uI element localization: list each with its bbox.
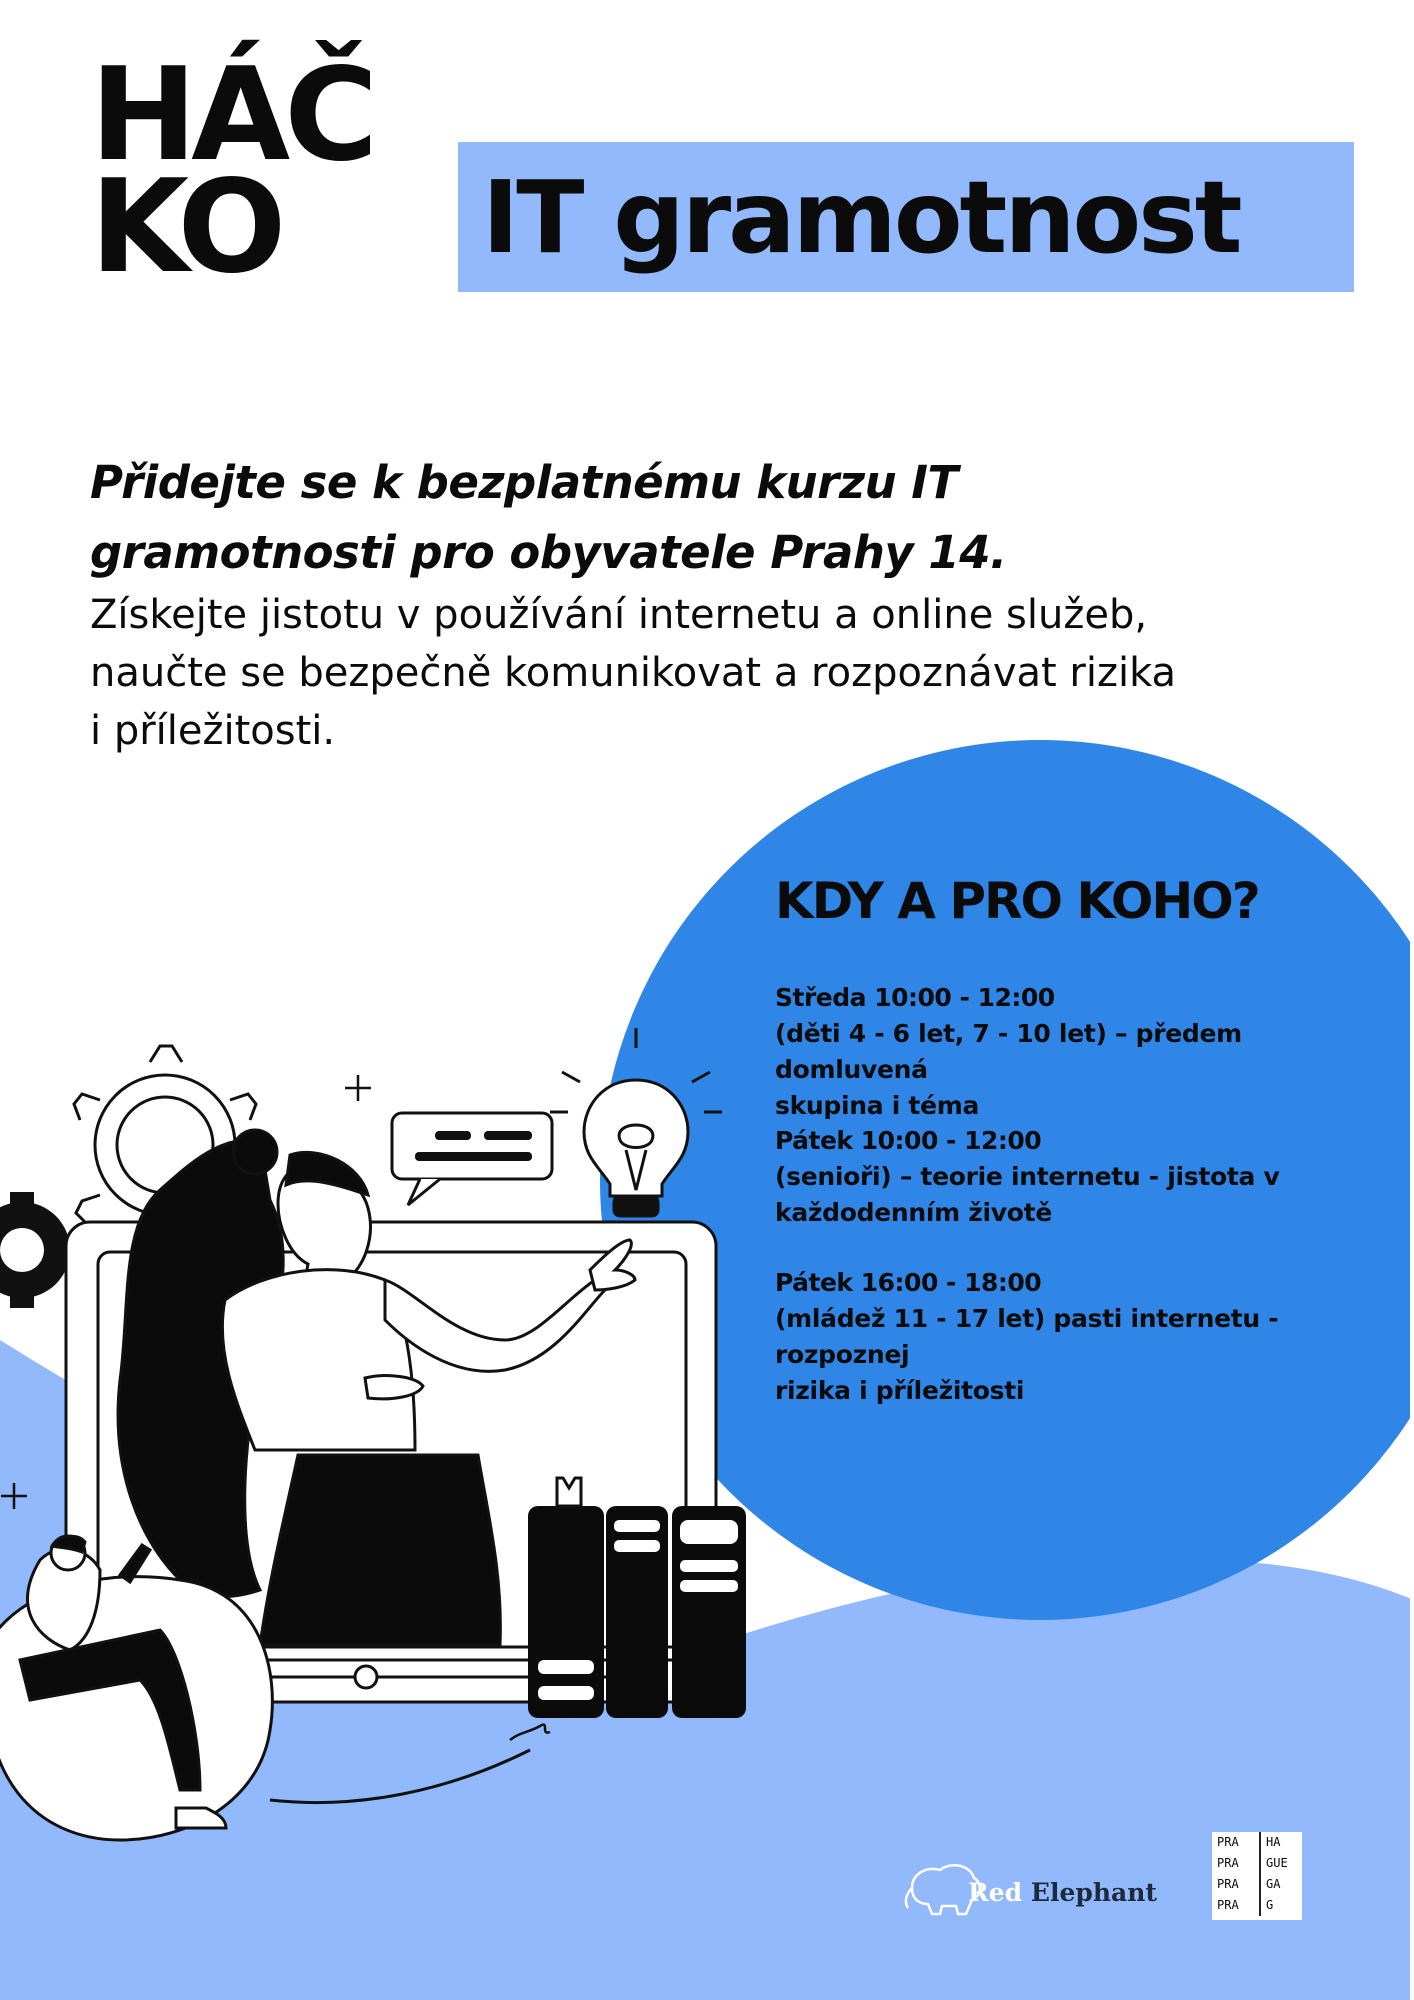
slot-description-line-2: skupina i téma bbox=[775, 1091, 980, 1120]
intro-text-line-2: naučte se bezpečně komunikovat a rozpoznávat rizika bbox=[90, 650, 1177, 696]
slot-description-line-1: (děti 4 - 6 let, 7 - 10 let) – předem domluvená bbox=[775, 1019, 1242, 1084]
red-elephant-name: Elephant bbox=[1030, 1878, 1157, 1907]
logo-line-2: KO bbox=[90, 153, 281, 302]
schedule-slot bbox=[775, 980, 1395, 1124]
praha-logo-row bbox=[1212, 1895, 1302, 1916]
praha-logo-row bbox=[1212, 1874, 1302, 1895]
schedule-slot bbox=[775, 1123, 1395, 1231]
books-icon bbox=[528, 1478, 746, 1718]
logo-line-1: HÁČ bbox=[90, 41, 373, 190]
red-elephant-red: Red bbox=[968, 1878, 1023, 1907]
intro-heading-line-1: Přidejte se k bezplatnému kurzu IT bbox=[90, 456, 958, 509]
intro-heading bbox=[90, 448, 1290, 588]
slot-description-line-2: každodenním životě bbox=[775, 1198, 1052, 1227]
praha-logo-cell: PRA bbox=[1212, 1832, 1261, 1853]
praha-logo-row bbox=[1212, 1832, 1302, 1853]
praha-logo-row bbox=[1212, 1853, 1302, 1874]
praha-logo-cell: PRA bbox=[1212, 1895, 1261, 1916]
hacko-logo bbox=[90, 41, 390, 320]
slot-description-line-1: (mládež 11 - 17 let) pasti internetu - rozpoznej bbox=[775, 1304, 1279, 1369]
praha-logo-cell: GA bbox=[1266, 1877, 1281, 1891]
praha-logo-cell: HA bbox=[1266, 1835, 1281, 1849]
red-elephant-logo bbox=[968, 1878, 1157, 1907]
praha-logo-cell: G bbox=[1266, 1898, 1274, 1912]
intro-text-line-3: i příležitosti. bbox=[90, 708, 336, 754]
schedule-heading: KDY A PRO KOHO? bbox=[775, 872, 1259, 930]
praha-logo bbox=[1212, 1832, 1302, 1920]
page-title: IT gramotnost bbox=[482, 159, 1240, 276]
speech-bubble-icon bbox=[392, 1113, 552, 1205]
schedule-slot bbox=[775, 1265, 1395, 1409]
intro-text bbox=[90, 586, 1350, 760]
slot-description-line-2: rizika i příležitosti bbox=[775, 1376, 1025, 1405]
slot-description-line-1: (senioři) – teorie internetu - jistota v bbox=[775, 1162, 1280, 1191]
intro-heading-line-2: gramotnosti pro obyvatele Prahy 14. bbox=[90, 526, 1007, 579]
praha-logo-cell: GUE bbox=[1266, 1856, 1288, 1870]
slot-time: Pátek 10:00 - 12:00 bbox=[775, 1126, 1042, 1155]
slot-time: Středa 10:00 - 12:00 bbox=[775, 983, 1055, 1012]
slot-time: Pátek 16:00 - 18:00 bbox=[775, 1268, 1042, 1297]
praha-logo-cell: PRA bbox=[1212, 1853, 1261, 1874]
intro-text-line-1: Získejte jistotu v používání internetu a online služeb, bbox=[90, 592, 1148, 638]
praha-logo-cell: PRA bbox=[1212, 1874, 1261, 1895]
